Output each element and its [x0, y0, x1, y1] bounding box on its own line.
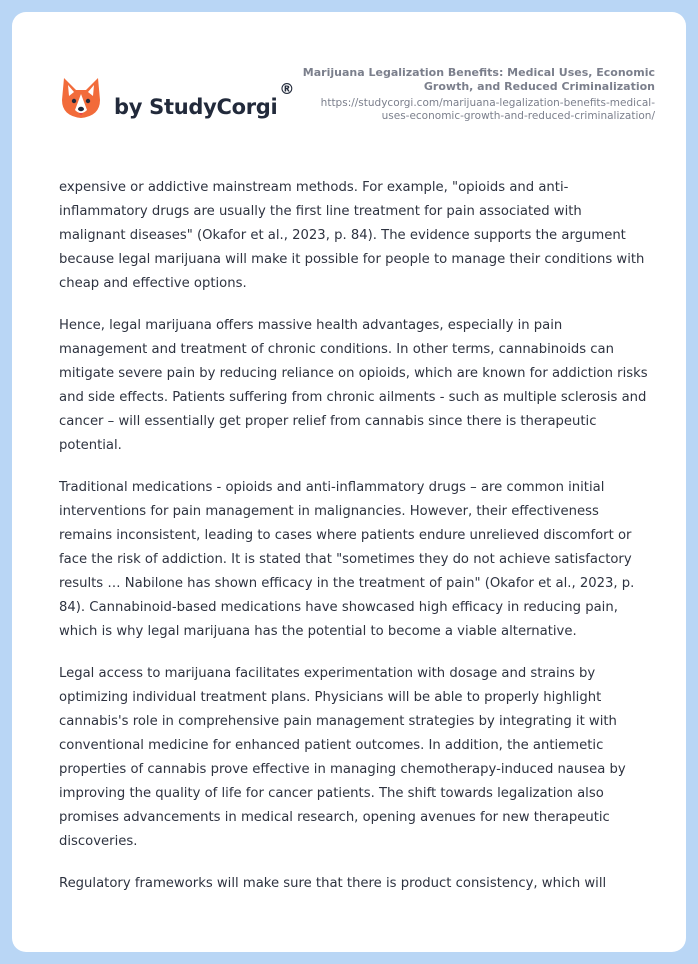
paragraph: Legal access to marijuana facilitates experimentation with dosage and strains by optimizing individual treatment plans. Physicians will be able to properly highlight cannabis's role in comprehensive pain management strategies by integrating it with conventional medicine for enhanced patient outcomes. In addition, the antiemetic properties of cannabis prove effective in managing chemotherapy-induced nausea by improving the quality of life for cancer patients. The shift towards legalization also promises advancements in medical research, opening avenues for new therapeutic discoveries.: [59, 666, 626, 849]
essay-body: [59, 176, 651, 914]
corgi-logo-icon: [60, 76, 102, 122]
document-meta: [295, 66, 655, 123]
paragraph: Regulatory frameworks will make sure that there is product consistency, which will: [59, 876, 607, 891]
registered-mark: ®: [279, 80, 295, 98]
page-card: [12, 12, 686, 952]
paragraph: expensive or addictive mainstream methods. For example, "opioids and anti-inflammatory drugs are usually the first line treatment for pain associated with malignant diseases" (Okafor et al., 2023, p. 84). The evidence supports the argument because legal marijuana will make it possible for people to manage their conditions with cheap and effective options.: [59, 180, 645, 291]
studycorgi-logo[interactable]: [60, 76, 294, 122]
paragraph: Traditional medications - opioids and anti-inflammatory drugs – are common initial interventions for pain management in malignancies. However, their effectiveness remains inconsistent, leading to cases where patients endure unrelieved discomfort or face the risk of addiction. It is stated that "sometimes they do not achieve satisfactory results … Nabilone has shown efficacy in the treatment of pain" (Okafor et al., 2023, p. 84). Cannabinoid-based medications have showcased high efficacy in reducing pain, which is why legal marijuana has the potential to become a viable alternative.: [59, 480, 635, 639]
paragraph: Hence, legal marijuana offers massive health advantages, especially in pain management and treatment of chronic conditions. In other terms, cannabinoids can mitigate severe pain by reducing reliance on opioids, which are known for addiction risks and side effects. Patients suffering from chronic ailments - such as multiple sclerosis and cancer – will essentially get proper relief from cannabis since there is therapeutic potential.: [59, 318, 648, 453]
document-url[interactable]: https://studycorgi.com/marijuana-legalization-benefits-medical-uses-economic-growth-and-reduced-criminalization/: [320, 97, 655, 122]
document-title: Marijuana Legalization Benefits: Medical Uses, Economic Growth, and Reduced Criminalization: [302, 66, 655, 93]
brand-name: by StudyCorgi: [114, 95, 278, 119]
